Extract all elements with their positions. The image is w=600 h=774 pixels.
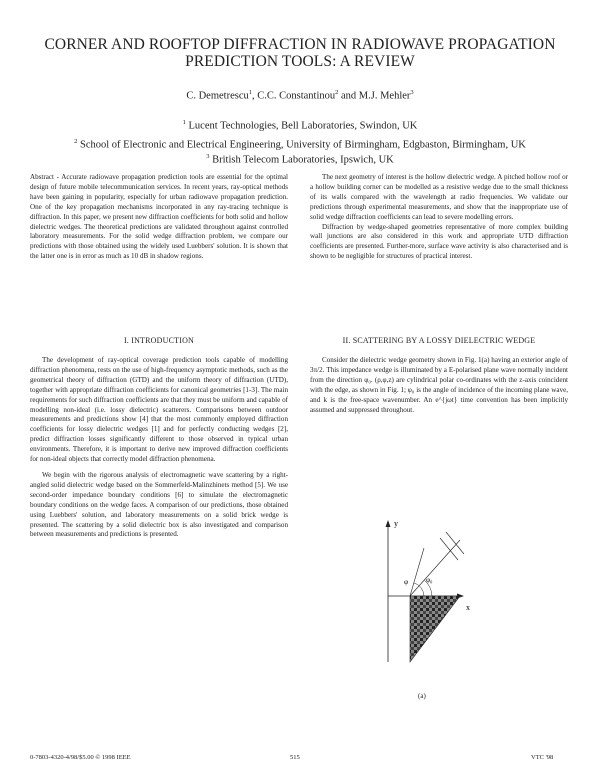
footer-conference: VTC '98 (531, 754, 554, 761)
wedge-geometry-figure (360, 512, 500, 672)
paper-title: CORNER AND ROOFTOP DIFFRACTION IN RADIOWAVE PROPAGATION PREDICTION TOOLS: A REVIEW (44, 36, 556, 70)
affiliation (30, 116, 570, 133)
author-name: M.J. Mehler (358, 90, 411, 102)
author-line: C. Demetrescu$^1$, C.C. Constantinou$^2$ and M.J. Mehler$^3$ (186, 89, 414, 102)
author-name: C. Demetrescu (186, 90, 249, 102)
paragraph: We begin with the rigorous analysis of electromagnetic wave scattering by a right-angled solid dielectric wedge based on the Sommerfeld-Malinzhinets method [5]. We use second-order impedance boundary conditions [6] to simulate the electromagnetic boundary conditions on the wedge faces. A comparison of our predictions, those obtained using Luebbers' solution, and laboratory measurements on a solid brick wedge is presented. The scattering by a solid dielectric box is also investigated and comparison between measurements and predictions is presented. (30, 470, 288, 539)
author-mark: 3 (410, 89, 414, 96)
author-name: C.C. Constantinou (257, 90, 336, 102)
figure-caption: (a) (418, 692, 426, 700)
affiliation-mark: 3 (206, 153, 210, 160)
paragraph: Diffraction by wedge-shaped geometries representative of more complex building wall junctions are also considered in this work and appropriate UTD diffraction coefficients are presented. Further-more, surface wave activity is also characterised and is shown to be negligible for structures of practical interest. (310, 222, 568, 261)
affiliation-mark: 2 (74, 138, 78, 145)
section-2-block (310, 356, 568, 415)
footer-copyright: 0-7803-4320-4/98/$5.00 © 1998 IEEE (30, 754, 131, 761)
affiliation-mark: 1 (182, 119, 186, 126)
paragraph: Consider the dielectric wedge geometry shown in Fig. 1(a) having an exterior angle of 3π/2. This impedance wedge is illuminated by a E-polarised plane wave normally incident from the direction φ₀. (ρ,φ,z) are cylindrical polar co-ordinates with the z-axis coincident with the edge, as shown in Fig. 1; φ₀ is the angle of incidence of the incoming plane wave, and k is the free-space wavenumber. An e^{jωt} time convention has been implicitly assumed and suppressed throughout. (310, 356, 568, 414)
dielectric-wedge (410, 596, 460, 662)
abstract-block (30, 173, 288, 262)
y-axis-label: y (394, 519, 398, 528)
abstract-text: Abstract - Accurate radiowave propagation prediction tools are essential for the optimal design of future mobile telecommunication services. In recent years, ray-optical methods have been gaining in popularity, especially for urban radiowave propagation prediction. One of the key propagation mechanisms incorporated in any ray-tracing technique is diffraction. In this paper, we present new diffraction coefficients for both solid and hollow dielectric wedges. The theoretical predictions are validated throughout against controlled laboratory measurements. For the solid wedge diffraction problem, we compare our predictions with those obtained using the widely used Luebbers' solution. It is shown that the latter one is in error as much as 10 dB in shadow regions. (30, 173, 288, 261)
right-intro-block (310, 173, 568, 262)
wavefront (446, 532, 464, 554)
author-mark: 2 (335, 89, 339, 96)
affiliation-text: Lucent Technologies, Bell Laboratories, Swindon, UK (188, 120, 418, 132)
wavefront (440, 538, 458, 560)
phi0-label: φ₀ (426, 576, 433, 584)
incident-direction-line (410, 540, 460, 596)
x-axis-label: x (466, 603, 470, 612)
section-heading: I. INTRODUCTION (123, 336, 195, 345)
page-number: 515 (290, 754, 300, 761)
paragraph: The development of ray-optical coverage prediction tools capable of modelling diffraction phenomena, rests on the use of high-frequency asymptotic methods, such as the geometrical theory of diffraction (GTD) and the uniform theory of diffraction (UTD), together with appropriate diffraction coefficients for canonical geometries [1-3]. The main requirements for such diffraction coefficients are that they must be uniform and capable of modelling non-ideal (i.e. lossy dielectric) scatterers. Comparisons between outdoor measurements and predictions show [4] that the most commonly employed diffraction coefficients for lossy dielectric wedges [1] and for perfectly conducting wedges [2], predict diffraction losses significantly different to those observed in typical urban environments. Therefore, it is important to derive new improved diffraction coefficients for non-ideal objects that correctly model diffraction phenomena. (30, 356, 288, 464)
section-1-block (30, 356, 288, 540)
paragraph: The next geometry of interest is the hollow dielectric wedge. A pitched hollow roof or a hollow building corner can be modelled as a resistive wedge due to the small thickness of its walls compared with the wavelength at radio frequencies. We validate our predictions through experimental measurements, and show that the inappropriate use of solid wedge diffraction coefficients can lead to severe modelling errors. (310, 173, 568, 221)
y-axis-arrow (386, 520, 391, 527)
affiliation (30, 150, 570, 167)
affiliation-text: British Telecom Laboratories, Ipswich, UK (212, 154, 394, 166)
phi-label: φ (404, 578, 409, 586)
section-heading: II. SCATTERING BY A LOSSY DIELECTRIC WEDGE (342, 336, 536, 345)
affiliation-text: School of Electronic and Electrical Engineering, University of Birmingham, Edgbaston, Birmingham, UK (80, 139, 526, 151)
author-mark: 1 (248, 89, 252, 96)
